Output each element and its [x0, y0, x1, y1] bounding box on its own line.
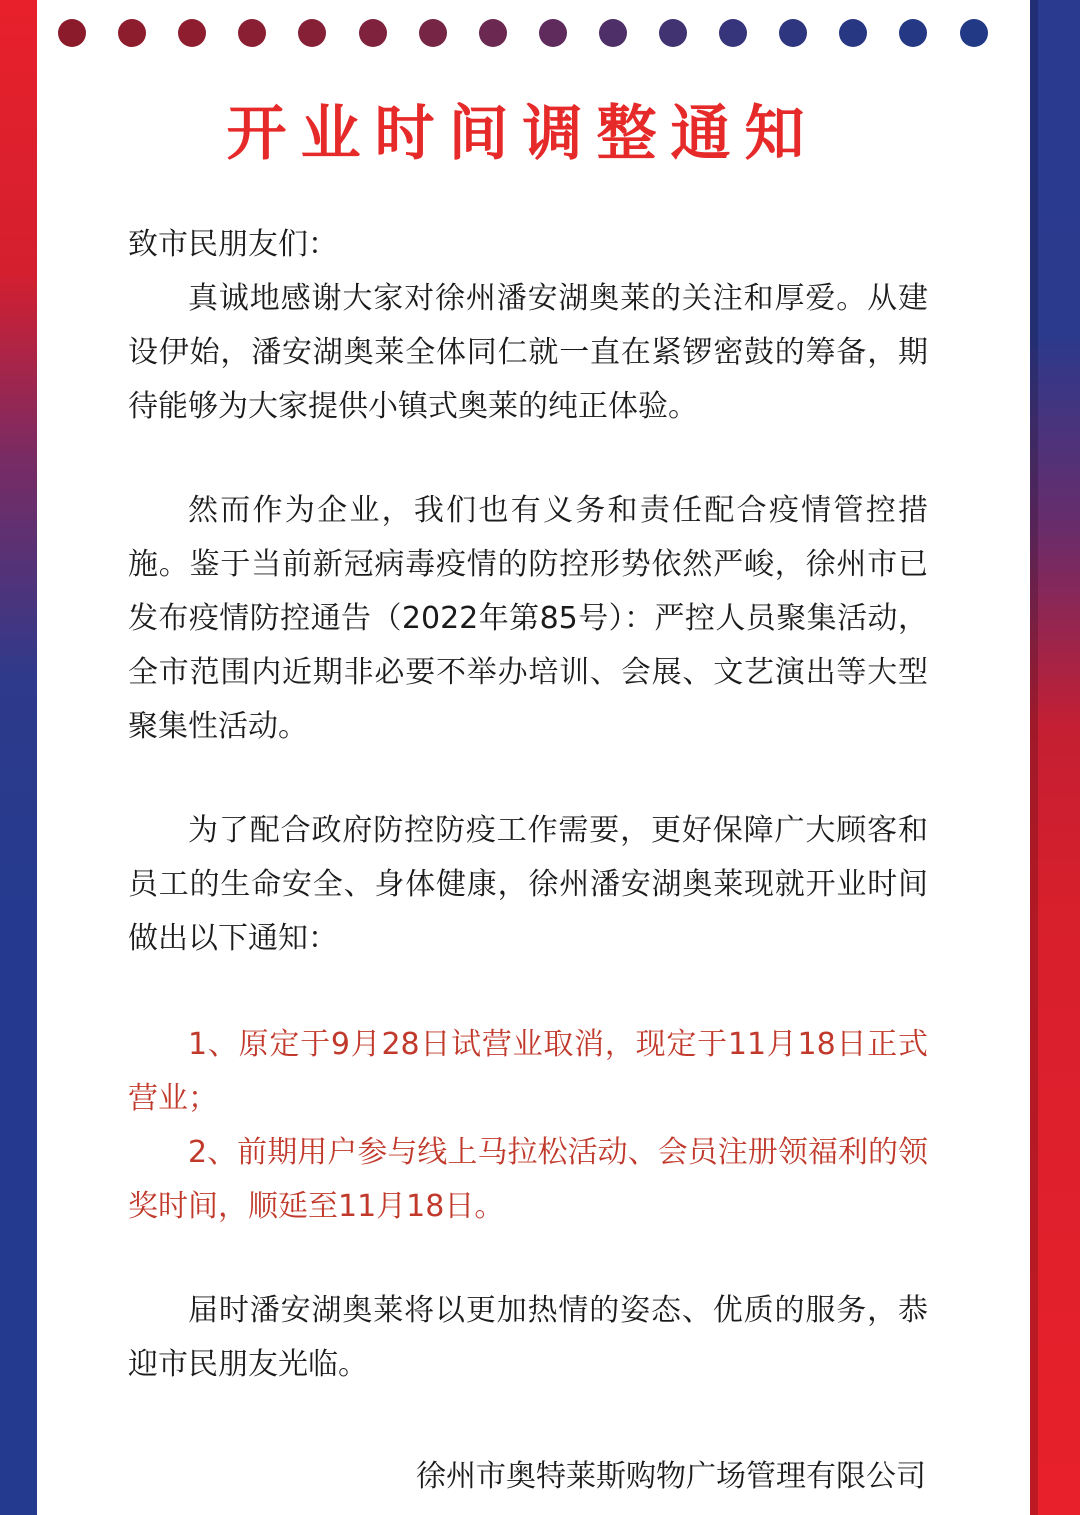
- decorative-dot: [779, 19, 807, 47]
- decorative-dot: [659, 19, 687, 47]
- decorative-dot: [58, 19, 86, 47]
- decorative-dot-row: [58, 19, 998, 47]
- salutation: 致市民朋友们：: [128, 227, 338, 262]
- decorative-dot: [960, 19, 988, 47]
- decorative-dot: [298, 19, 326, 47]
- decorative-dot: [238, 19, 266, 47]
- decorative-dot: [599, 19, 627, 47]
- paragraph-closing: 届时潘安湖奥莱将以更加热情的姿态、优质的服务，恭迎市民朋友光临。: [128, 1293, 928, 1382]
- notice-body: [128, 218, 928, 1392]
- decorative-dot: [419, 19, 447, 47]
- paragraph-notice-intro: 为了配合政府防控防疫工作需要，更好保障广大顾客和员工的生命安全、身体健康，徐州潘安湖奥莱现就开业时间做出以下通知：: [128, 813, 928, 956]
- right-border-band: [1030, 0, 1080, 1515]
- notice-title: 开业时间调整通知: [226, 99, 819, 169]
- decorative-dot: [359, 19, 387, 47]
- decorative-dot: [118, 19, 146, 47]
- notice-item-1: 1、原定于9月28日试营业取消，现定于11月18日正式营业；: [128, 1027, 928, 1116]
- decorative-dot: [178, 19, 206, 47]
- paragraph-epidemic-measures: 然而作为企业，我们也有义务和责任配合疫情管控措施。鉴于当前新冠病毒疫情的防控形势依然严峻，徐州市已发布疫情防控通告（2022年第85号）：严控人员聚集活动，全市范围内近期非必要不举办培训、会展、文艺演出等大型聚集性活动。: [128, 493, 928, 744]
- decorative-dot: [839, 19, 867, 47]
- decorative-dot: [719, 19, 747, 47]
- decorative-dot: [479, 19, 507, 47]
- decorative-dot: [899, 19, 927, 47]
- signature-company: 徐州市奥特莱斯购物广场管理有限公司: [416, 1459, 926, 1494]
- left-border-band: [0, 0, 37, 1515]
- notice-item-2: 2、前期用户参与线上马拉松活动、会员注册领福利的领奖时间，顺延至11月18日。: [128, 1135, 928, 1224]
- decorative-dot: [539, 19, 567, 47]
- paragraph-thanks: 真诚地感谢大家对徐州潘安湖奥莱的关注和厚爱。从建设伊始，潘安湖奥莱全体同仁就一直在紧锣密鼓的筹备，期待能够为大家提供小镇式奥莱的纯正体验。: [128, 281, 928, 424]
